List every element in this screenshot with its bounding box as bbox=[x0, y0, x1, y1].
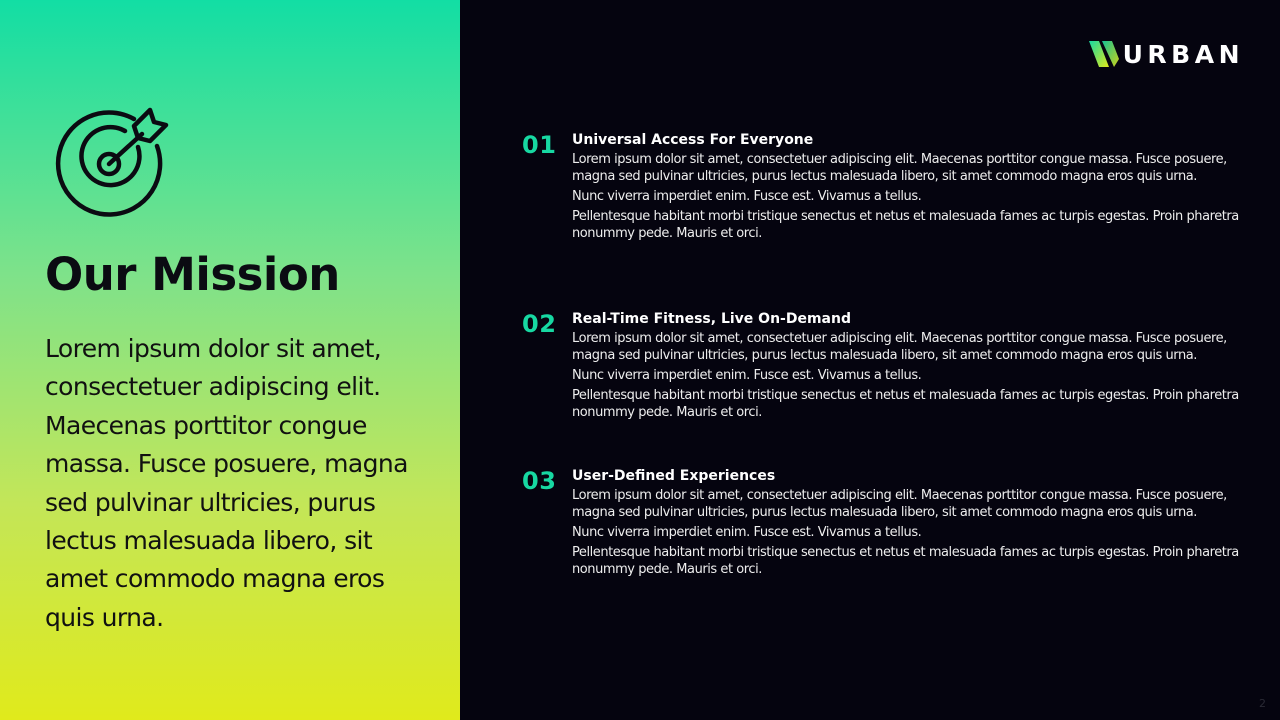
details-panel bbox=[460, 0, 1280, 720]
item-number: 02 bbox=[522, 310, 557, 338]
item-content bbox=[572, 467, 1248, 578]
item-paragraph: Pellentesque habitant morbi tristique senectus et netus et malesuada fames ac turpis egestas. Proin pharetra nonummy pede. Mauris et orci. bbox=[572, 388, 1239, 420]
item-number: 01 bbox=[522, 131, 557, 159]
item-heading: Real-Time Fitness, Live On-Demand bbox=[572, 311, 851, 327]
item-paragraph: Lorem ipsum dolor sit amet, consectetuer adipiscing elit. Maecenas porttitor congue massa. Fusce posuere, magna sed pulvinar ultricies, purus lectus malesuada libero, sit amet commodo magna eros quis urna. bbox=[572, 152, 1227, 184]
item-content bbox=[572, 310, 1248, 421]
item-paragraph: Pellentesque habitant morbi tristique senectus et netus et malesuada fames ac turpis egestas. Proin pharetra nonummy pede. Mauris et orci. bbox=[572, 545, 1239, 577]
mission-body: Lorem ipsum dolor sit amet, consectetuer adipiscing elit. Maecenas porttitor congue massa. Fusce posuere, magna sed pulvinar ultricies, purus lectus malesuada libero, sit amet commodo magna eros quis urna. bbox=[45, 334, 408, 632]
target-icon bbox=[54, 104, 172, 222]
item-heading: User-Defined Experiences bbox=[572, 468, 776, 484]
item-paragraph: Nunc viverra imperdiet enim. Fusce est. Vivamus a tellus. bbox=[572, 525, 922, 540]
page-title: Our Mission bbox=[45, 248, 340, 301]
logo-mark-icon bbox=[1089, 41, 1119, 67]
mission-panel bbox=[0, 0, 460, 720]
item-paragraph: Nunc viverra imperdiet enim. Fusce est. Vivamus a tellus. bbox=[572, 189, 922, 204]
item-paragraph: Lorem ipsum dolor sit amet, consectetuer adipiscing elit. Maecenas porttitor congue massa. Fusce posuere, magna sed pulvinar ultricies, purus lectus malesuada libero, sit amet commodo magna eros quis urna. bbox=[572, 331, 1227, 363]
item-heading: Universal Access For Everyone bbox=[572, 132, 814, 148]
item-paragraph: Pellentesque habitant morbi tristique senectus et netus et malesuada fames ac turpis egestas. Proin pharetra nonummy pede. Mauris et orci. bbox=[572, 209, 1239, 241]
page-number: 2 bbox=[1259, 697, 1266, 710]
brand-logo bbox=[1089, 40, 1244, 68]
item-paragraph: Nunc viverra imperdiet enim. Fusce est. Vivamus a tellus. bbox=[572, 368, 922, 383]
item-number: 03 bbox=[522, 467, 557, 495]
logo-text: URBAN bbox=[1122, 39, 1244, 69]
item-paragraph: Lorem ipsum dolor sit amet, consectetuer adipiscing elit. Maecenas porttitor congue massa. Fusce posuere, magna sed pulvinar ultricies, purus lectus malesuada libero, sit amet commodo magna eros quis urna. bbox=[572, 488, 1227, 520]
item-content bbox=[572, 131, 1248, 242]
